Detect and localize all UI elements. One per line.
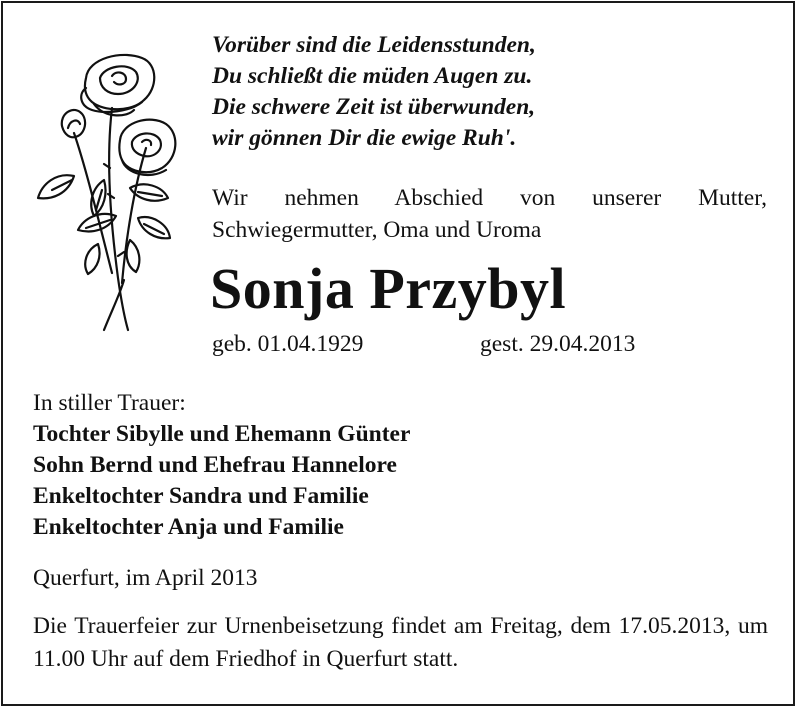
poem-line: Du schließt die müden Augen zu.	[212, 63, 533, 89]
rose-illustration-icon	[34, 48, 184, 338]
poem	[212, 30, 772, 154]
deceased-name: Sonja Przybyl	[210, 256, 567, 321]
place-and-date: Querfurt, im April 2013	[33, 565, 258, 591]
mourner-entry: Enkeltochter Anja und Familie	[33, 514, 344, 540]
mourner-entry: Enkeltochter Sandra und Familie	[33, 483, 369, 509]
mourners-block	[33, 388, 410, 543]
poem-line: Vorüber sind die Leidensstunden,	[212, 32, 536, 58]
poem-line: wir gönnen Dir die ewige Ruh'.	[212, 125, 517, 151]
poem-line: Die schwere Zeit ist überwunden,	[212, 94, 536, 120]
birth-date: geb. 01.04.1929	[212, 331, 364, 357]
funeral-notice: Die Trauerfeier zur Urnenbeisetzung findet am Freitag, dem 17.05.2013, um 11.00 Uhr auf dem Friedhof in Querfurt statt.	[33, 613, 768, 672]
life-dates	[212, 328, 636, 360]
mourning-label: In stiller Trauer:	[33, 390, 186, 416]
farewell-intro: Wir nehmen Abschied von unserer Mutter, Schwiegermutter, Oma und Uroma	[212, 185, 767, 243]
mourner-entry: Tochter Sibylle und Ehemann Günter	[33, 421, 411, 447]
death-date: gest. 29.04.2013	[480, 331, 636, 357]
mourner-entry: Sohn Bernd und Ehefrau Hannelore	[33, 452, 397, 478]
